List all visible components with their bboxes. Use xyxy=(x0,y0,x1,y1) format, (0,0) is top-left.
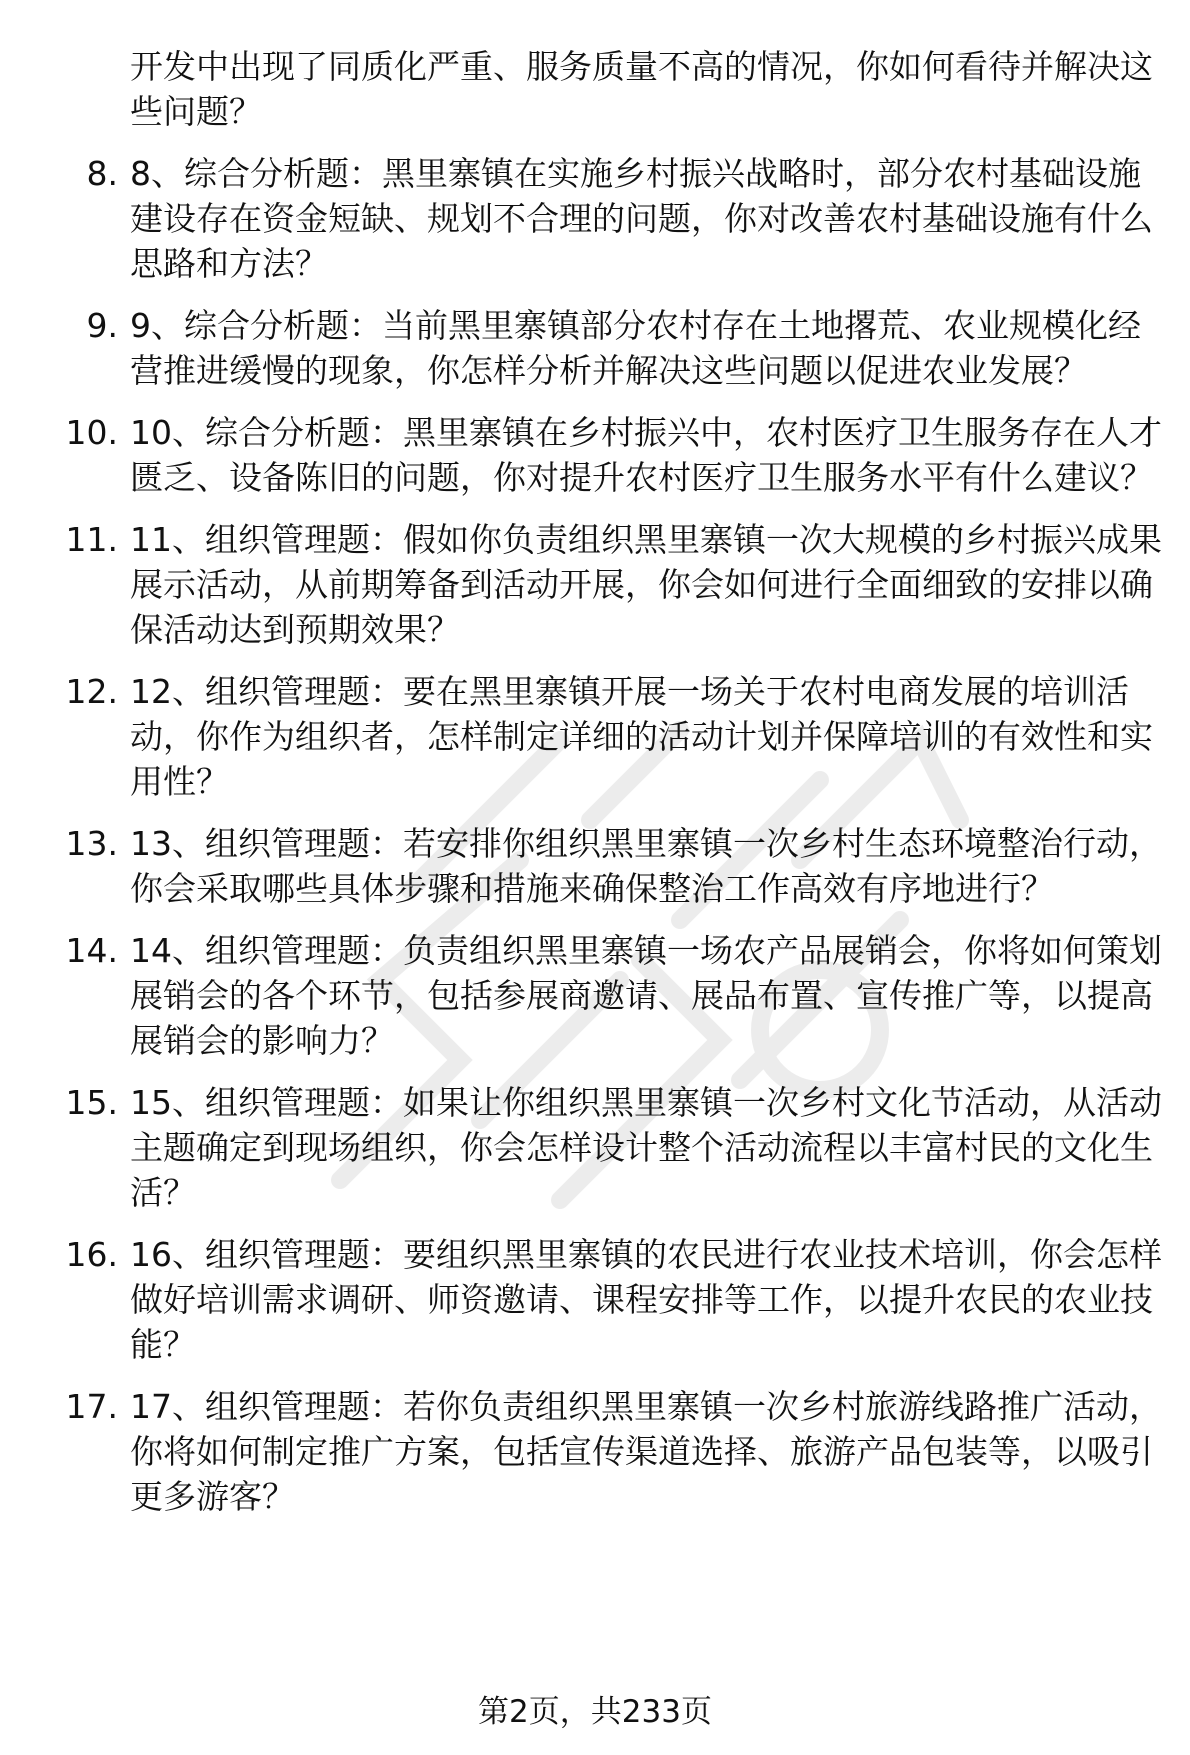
item-number: 12. xyxy=(65,672,118,711)
item-text: 8、综合分析题：黑里寨镇在实施乡村振兴战略时，部分农村基础设施建设存在资金短缺、规划不合理的问题，你对改善农村基础设施有什么思路和方法？ xyxy=(130,154,1153,283)
item-text: 17、组织管理题：若你负责组织黑里寨镇一次乡村旅游线路推广活动，你将如何制定推广方案，包括宣传渠道选择、旅游产品包装等，以吸引更多游客？ xyxy=(130,1387,1162,1516)
list-item xyxy=(65,928,1165,1063)
question-list xyxy=(0,44,1190,1536)
list-item xyxy=(65,1080,1165,1215)
list-item xyxy=(86,151,1165,286)
list-item xyxy=(65,1384,1165,1519)
item-number: 14. xyxy=(65,931,118,970)
item-number: 10. xyxy=(65,413,118,452)
continuation-text: 开发中出现了同质化严重、服务质量不高的情况，你如何看待并解决这些问题？ xyxy=(130,47,1153,131)
item-text: 14、组织管理题：负责组织黑里寨镇一场农产品展销会，你将如何策划展销会的各个环节，包括参展商邀请、展品布置、宣传推广等，以提高展销会的影响力？ xyxy=(130,931,1162,1060)
item-number: 11. xyxy=(65,520,118,559)
list-item xyxy=(86,303,1165,393)
item-text: 15、组织管理题：如果让你组织黑里寨镇一次乡村文化节活动，从活动主题确定到现场组织，你会怎样设计整个活动流程以丰富村民的文化生活？ xyxy=(130,1083,1162,1212)
item-number: 17. xyxy=(65,1387,118,1426)
item-text: 13、组织管理题：若安排你组织黑里寨镇一次乡村生态环境整治行动，你会采取哪些具体步骤和措施来确保整治工作高效有序地进行？ xyxy=(130,824,1162,908)
list-item xyxy=(65,1232,1165,1367)
item-text: 12、组织管理题：要在黑里寨镇开展一场关于农村电商发展的培训活动，你作为组织者，怎样制定详细的活动计划并保障培训的有效性和实用性？ xyxy=(130,672,1153,801)
list-item xyxy=(65,669,1165,804)
item-number: 8. xyxy=(86,154,118,193)
list-item xyxy=(65,410,1165,500)
item-text: 11、组织管理题：假如你负责组织黑里寨镇一次大规模的乡村振兴成果展示活动，从前期筹备到活动开展，你会如何进行全面细致的安排以确保活动达到预期效果？ xyxy=(130,520,1162,649)
item-text: 9、综合分析题：当前黑里寨镇部分农村存在土地撂荒、农业规模化经营推进缓慢的现象，你怎样分析并解决这些问题以促进农业发展？ xyxy=(130,306,1141,390)
list-item xyxy=(65,821,1165,911)
item-number: 9. xyxy=(86,306,118,345)
item-number: 16. xyxy=(65,1235,118,1274)
list-item xyxy=(65,517,1165,652)
item-number: 15. xyxy=(65,1083,118,1122)
item-text: 10、综合分析题：黑里寨镇在乡村振兴中，农村医疗卫生服务存在人才匮乏、设备陈旧的问题，你对提升农村医疗卫生服务水平有什么建议？ xyxy=(130,413,1162,497)
item-text: 16、组织管理题：要组织黑里寨镇的农民进行农业技术培训，你会怎样做好培训需求调研、师资邀请、课程安排等工作，以提升农民的农业技能？ xyxy=(130,1235,1162,1364)
page-footer: 第2页，共233页 xyxy=(478,1694,712,1730)
item-number: 13. xyxy=(65,824,118,863)
